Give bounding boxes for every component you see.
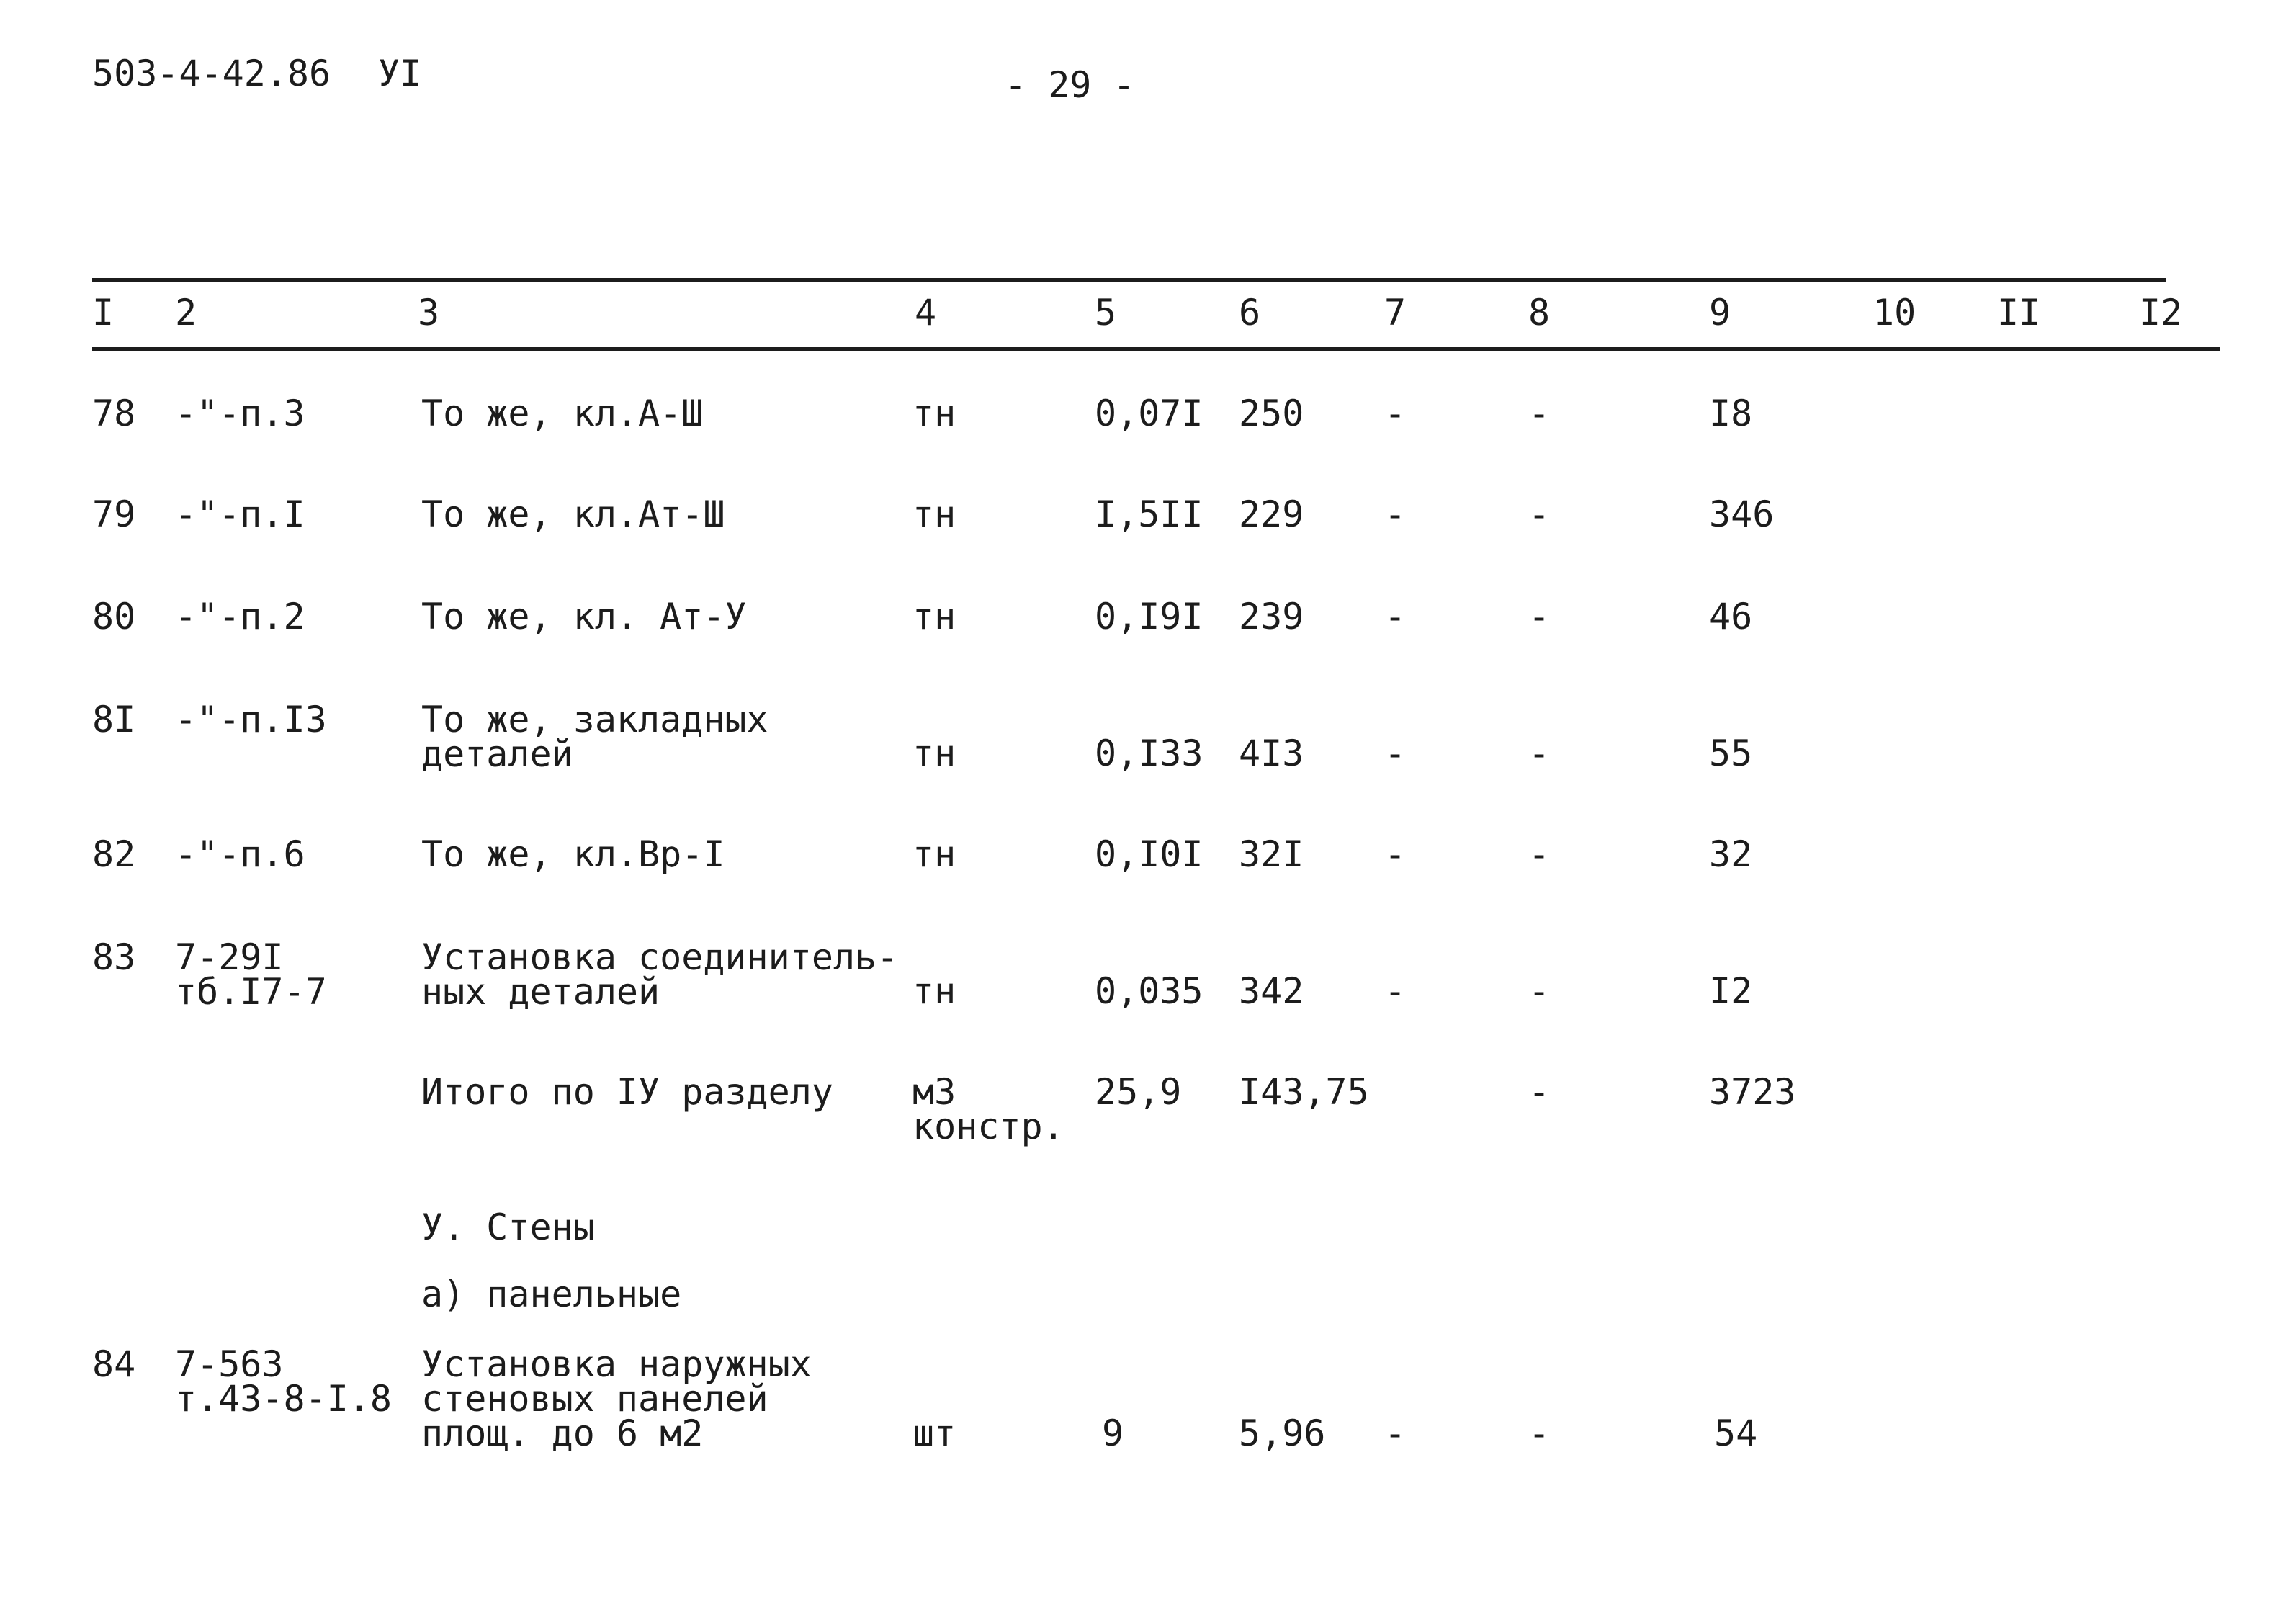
row-quantity: 9	[1102, 1412, 1124, 1454]
row-col8: -	[1528, 493, 1551, 535]
row-quantity: 0,I9I	[1095, 596, 1203, 637]
row-total: 46	[1709, 596, 1753, 637]
subtotal-unit: м3 констр.	[912, 1071, 1064, 1147]
row-number: 79	[92, 493, 136, 535]
row-col8: -	[1528, 393, 1551, 434]
row-total: 54	[1714, 1412, 1758, 1454]
subtotal-total: 3723	[1709, 1071, 1796, 1113]
row-col7: -	[1384, 833, 1407, 875]
col-header-5: 5	[1095, 292, 1117, 333]
row-unit: шт	[912, 1412, 956, 1454]
row-reference: -"-п.3	[175, 393, 305, 434]
row-col7: -	[1384, 1412, 1407, 1454]
row-reference: -"-п.I3	[175, 699, 327, 740]
row-name: То же, кл.А-Ш	[421, 393, 704, 434]
row-price: 239	[1239, 596, 1304, 637]
col-header-6: 6	[1239, 292, 1261, 333]
row-col7: -	[1384, 970, 1407, 1012]
row-col7: -	[1384, 733, 1407, 774]
row-unit: тн	[912, 393, 956, 434]
row-unit: тн	[912, 970, 956, 1012]
row-reference: 7-29I тб.I7-7	[175, 936, 327, 1013]
row-price: 342	[1239, 970, 1304, 1012]
row-col8: -	[1528, 733, 1551, 774]
col-header-12: I2	[2139, 292, 2183, 333]
row-name: То же, кл. Ат-У	[421, 596, 747, 637]
section-title: У. Стены	[421, 1206, 595, 1248]
row-col7: -	[1384, 393, 1407, 434]
table-top-rule	[92, 278, 2166, 282]
subtotal-quantity: 25,9	[1095, 1071, 1182, 1113]
row-name: То же, закладных деталей	[421, 699, 768, 775]
sheet-label: УI	[378, 53, 422, 94]
row-price: 229	[1239, 493, 1304, 535]
row-name: Установка наружных стеновых панелей площ. до 6 м2	[421, 1343, 812, 1454]
row-reference: -"-п.I	[175, 493, 305, 535]
row-unit: тн	[912, 596, 956, 637]
row-reference: -"-п.6	[175, 833, 305, 875]
row-price: 32I	[1239, 833, 1304, 875]
col-header-10: 10	[1873, 292, 1916, 333]
row-number: 83	[92, 936, 136, 978]
row-total: 32	[1709, 833, 1753, 875]
col-header-8: 8	[1528, 292, 1551, 333]
row-col8: -	[1528, 833, 1551, 875]
row-quantity: I,5II	[1095, 493, 1203, 535]
row-quantity: 0,07I	[1095, 393, 1203, 434]
row-name: То же, кл.Вр-I	[421, 833, 725, 875]
row-price: 250	[1239, 393, 1304, 434]
row-unit: тн	[912, 733, 956, 774]
col-header-3: 3	[418, 292, 440, 333]
row-number: 78	[92, 393, 136, 434]
row-number: 84	[92, 1343, 136, 1385]
row-col8: -	[1528, 1412, 1551, 1454]
row-col8: -	[1528, 596, 1551, 637]
row-quantity: 0,I0I	[1095, 833, 1203, 875]
row-number: 8I	[92, 699, 136, 740]
row-total: I2	[1709, 970, 1753, 1012]
row-unit: тн	[912, 493, 956, 535]
section-subtitle: а) панельные	[421, 1273, 682, 1315]
row-col7: -	[1384, 493, 1407, 535]
page-number: - 29 -	[1005, 64, 1135, 106]
document-code: 503-4-42.86	[92, 53, 331, 94]
row-col7: -	[1384, 596, 1407, 637]
row-quantity: 0,035	[1095, 970, 1203, 1012]
col-header-4: 4	[915, 292, 937, 333]
row-total: I8	[1709, 393, 1753, 434]
subtotal-label: Итого по IУ разделу	[421, 1071, 833, 1113]
row-unit: тн	[912, 833, 956, 875]
row-total: 55	[1709, 733, 1753, 774]
row-name: Установка соединитель- ных деталей	[421, 936, 899, 1013]
row-price: 4I3	[1239, 733, 1304, 774]
col-header-2: 2	[175, 292, 197, 333]
col-header-9: 9	[1709, 292, 1731, 333]
subtotal-price: I43,75	[1239, 1071, 1369, 1113]
col-header-7: 7	[1384, 292, 1407, 333]
subtotal-col8: -	[1528, 1071, 1551, 1113]
row-name: То же, кл.Ат-Ш	[421, 493, 725, 535]
row-number: 80	[92, 596, 136, 637]
col-header-11: II	[1997, 292, 2041, 333]
row-number: 82	[92, 833, 136, 875]
row-reference: 7-563 т.43-8-I.8	[175, 1343, 393, 1420]
row-quantity: 0,I33	[1095, 733, 1203, 774]
row-total: 346	[1709, 493, 1775, 535]
col-header-1: I	[92, 292, 115, 333]
row-reference: -"-п.2	[175, 596, 305, 637]
row-col8: -	[1528, 970, 1551, 1012]
row-price: 5,96	[1239, 1412, 1326, 1454]
table-header-rule	[92, 347, 2220, 351]
